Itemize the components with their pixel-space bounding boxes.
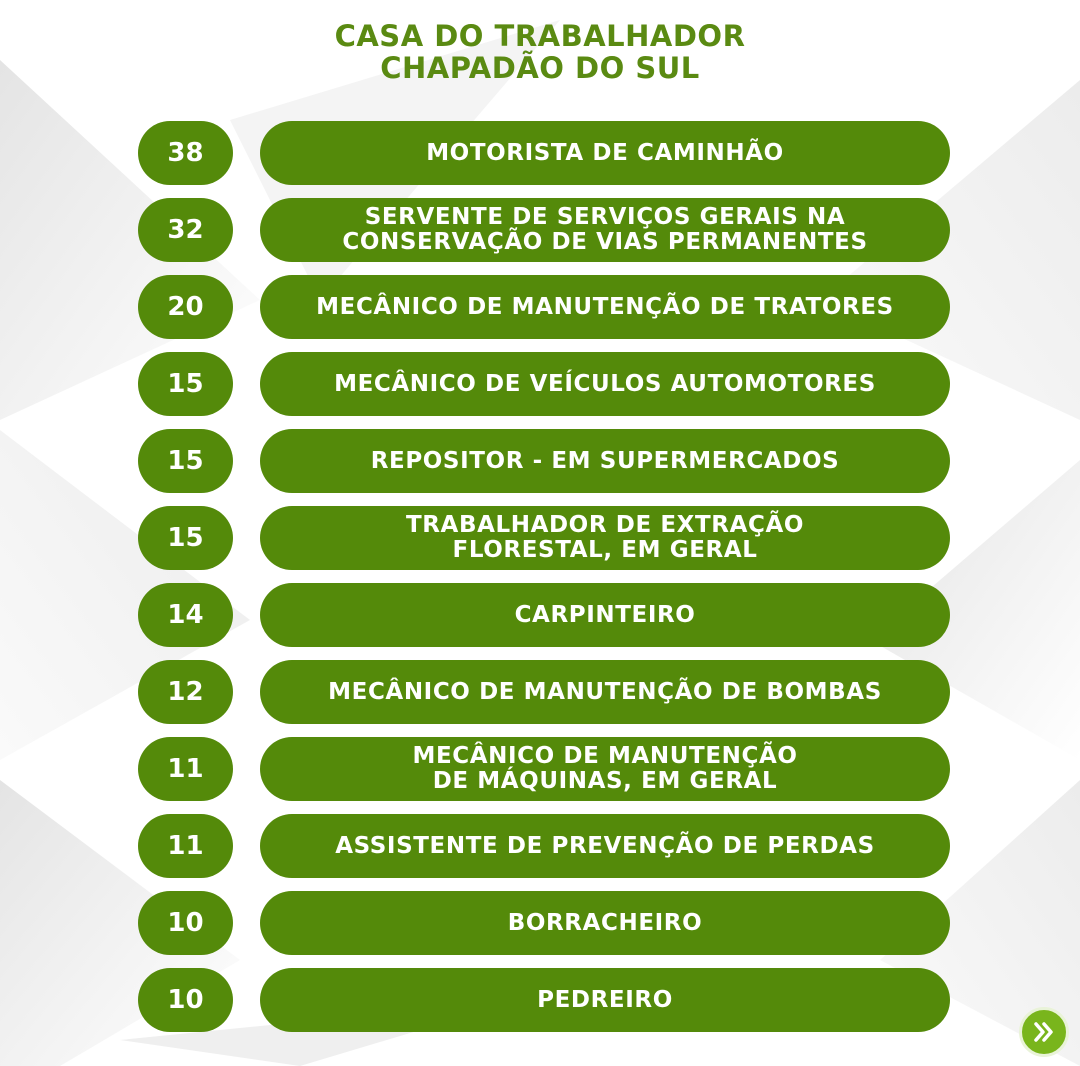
job-count: 10: [138, 968, 233, 1032]
job-row: [0, 660, 1080, 724]
job-title: [260, 506, 950, 570]
job-title: [260, 352, 950, 416]
title-line-1: CASA DO TRABALHADOR: [334, 19, 746, 53]
job-count: 10: [138, 891, 233, 955]
job-title-line: FLORESTAL, EM GERAL: [452, 537, 758, 563]
job-count: 38: [138, 121, 233, 185]
job-title-line: BORRACHEIRO: [507, 909, 703, 936]
job-count: 32: [138, 198, 233, 262]
job-title: [260, 429, 950, 493]
double-chevron-right-icon: [1031, 1019, 1057, 1045]
job-count: 12: [138, 660, 233, 724]
job-title-line: REPOSITOR - EM SUPERMERCADOS: [370, 447, 840, 474]
job-row: [0, 121, 1080, 185]
job-title-line: SERVENTE DE SERVIÇOS GERAIS NA: [364, 204, 846, 230]
job-count: 11: [138, 737, 233, 801]
job-title-line: CONSERVAÇÃO DE VIAS PERMANENTES: [342, 229, 868, 255]
job-title-line: MECÂNICO DE VEÍCULOS AUTOMOTORES: [334, 370, 876, 397]
job-count: 20: [138, 275, 233, 339]
title-line-2: CHAPADÃO DO SUL: [380, 51, 700, 85]
job-count: 15: [138, 352, 233, 416]
job-row: [0, 968, 1080, 1032]
job-count: 15: [138, 506, 233, 570]
job-title: [260, 660, 950, 724]
job-row: [0, 429, 1080, 493]
job-title: [260, 891, 950, 955]
job-title-line: CARPINTEIRO: [514, 601, 696, 628]
job-title: [260, 121, 950, 185]
job-title: [260, 198, 950, 262]
page-title: [0, 20, 1080, 84]
job-row: [0, 891, 1080, 955]
job-title-line: PEDREIRO: [537, 986, 673, 1013]
job-count: 14: [138, 583, 233, 647]
job-title: [260, 968, 950, 1032]
job-row: [0, 506, 1080, 570]
job-title-line: MECÂNICO DE MANUTENÇÃO DE BOMBAS: [328, 678, 882, 705]
job-count: 15: [138, 429, 233, 493]
job-row: [0, 814, 1080, 878]
job-title: [260, 737, 950, 801]
job-title-line: MOTORISTA DE CAMINHÃO: [426, 139, 784, 166]
job-title-line: MECÂNICO DE MANUTENÇÃO DE TRATORES: [316, 293, 894, 320]
job-row: [0, 737, 1080, 801]
job-title-line: MECÂNICO DE MANUTENÇÃO: [412, 743, 798, 769]
job-title-line: ASSISTENTE DE PREVENÇÃO DE PERDAS: [335, 832, 875, 859]
job-title-line: DE MÁQUINAS, EM GERAL: [432, 768, 778, 794]
job-row: [0, 198, 1080, 262]
job-count: 11: [138, 814, 233, 878]
job-title-line: TRABALHADOR DE EXTRAÇÃO: [405, 512, 805, 538]
job-title: [260, 814, 950, 878]
next-button[interactable]: [1019, 1007, 1069, 1057]
job-title: [260, 275, 950, 339]
job-row: [0, 583, 1080, 647]
job-title: [260, 583, 950, 647]
job-row: [0, 275, 1080, 339]
job-row: [0, 352, 1080, 416]
